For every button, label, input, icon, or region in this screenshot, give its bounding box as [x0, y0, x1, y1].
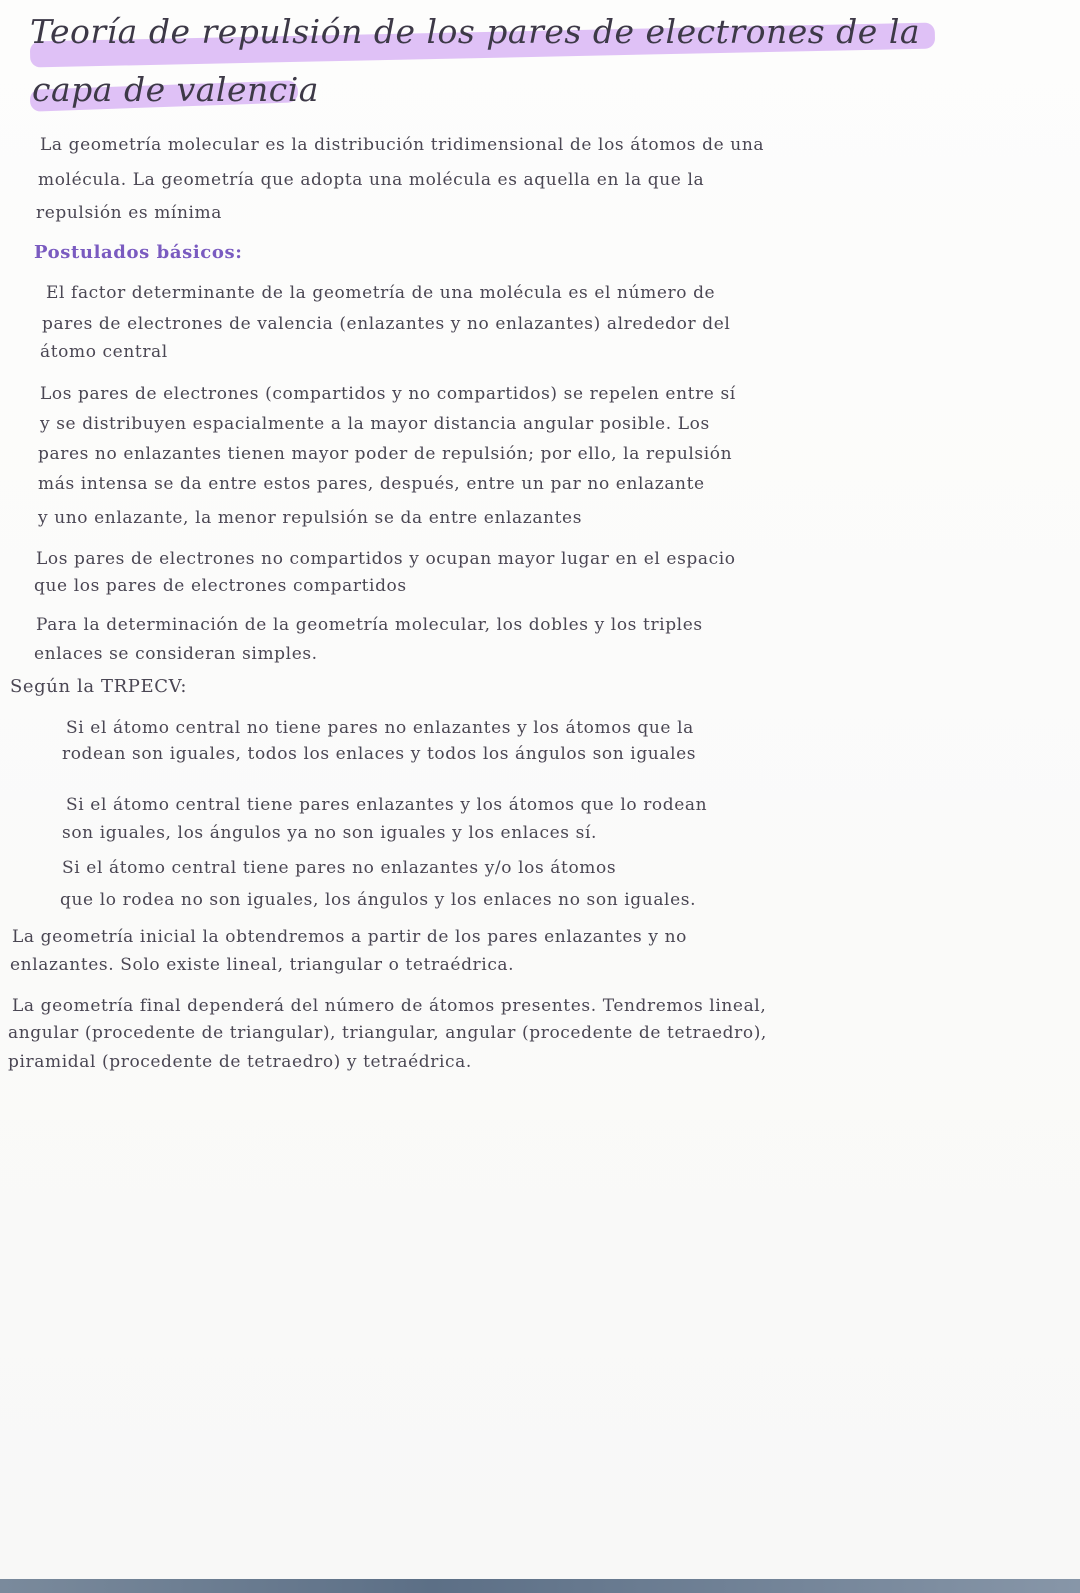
- postulado-1-line: El factor determinante de la geometría de una molécula es el número de: [46, 283, 716, 303]
- trpecv-case-3-line: que lo rodea no son iguales, los ángulos y los enlaces no son iguales.: [60, 890, 697, 910]
- trpecv-case-1-line: Si el átomo central no tiene pares no enlazantes y los átomos que la: [66, 718, 694, 738]
- intro-line: La geometría molecular es la distribución tridimensional de los átomos de una: [40, 135, 765, 155]
- trpecv-case-1-line: rodean son iguales, todos los enlaces y todos los ángulos son iguales: [62, 744, 697, 764]
- postulado-2-line: Los pares de electrones (compartidos y no compartidos) se repelen entre sí: [40, 384, 736, 404]
- section-heading-postulados: Postulados básicos:: [34, 242, 243, 263]
- trpecv-case-2-line: son iguales, los ángulos ya no son iguales y los enlaces sí.: [62, 823, 597, 843]
- postulado-3-line: Los pares de electrones no compartidos y ocupan mayor lugar en el espacio: [36, 549, 736, 569]
- postulado-1-line: átomo central: [40, 342, 168, 362]
- trpecv-case-2-line: Si el átomo central tiene pares enlazantes y los átomos que lo rodean: [66, 795, 708, 815]
- postulado-4-line: Para la determinación de la geometría molecular, los dobles y los triples: [36, 615, 703, 635]
- postulado-2-line: y uno enlazante, la menor repulsión se da entre enlazantes: [38, 508, 583, 528]
- postulado-3-line: que los pares de electrones compartidos: [34, 576, 407, 596]
- intro-line: repulsión es mínima: [36, 203, 222, 223]
- geometria-inicial-line: La geometría inicial la obtendremos a partir de los pares enlazantes y no: [12, 927, 687, 947]
- postulado-2-line: pares no enlazantes tienen mayor poder de repulsión; por ello, la repulsión: [38, 444, 733, 464]
- background-edge: [0, 1579, 1080, 1593]
- page-title: Teoría de repulsión de los pares de electrones de la: [30, 12, 921, 51]
- geometria-final-line: piramidal (procedente de tetraedro) y tetraédrica.: [8, 1052, 472, 1072]
- page-title-cont: capa de valencia: [32, 70, 319, 109]
- postulado-1-line: pares de electrones de valencia (enlazantes y no enlazantes) alrededor del: [42, 314, 731, 334]
- postulado-4-line: enlaces se consideran simples.: [34, 644, 318, 664]
- intro-line: molécula. La geometría que adopta una molécula es aquella en la que la: [38, 170, 705, 190]
- geometria-final-line: angular (procedente de triangular), triangular, angular (procedente de tetraedro),: [8, 1023, 767, 1043]
- geometria-final-line: La geometría final dependerá del número de átomos presentes. Tendremos lineal,: [12, 996, 767, 1016]
- trpecv-case-3-line: Si el átomo central tiene pares no enlazantes y/o los átomos: [62, 858, 617, 878]
- postulado-2-line: más intensa se da entre estos pares, después, entre un par no enlazante: [38, 474, 705, 494]
- section-heading-trpecv: Según la TRPECV:: [10, 676, 188, 697]
- geometria-inicial-line: enlazantes. Solo existe lineal, triangular o tetraédrica.: [10, 955, 515, 975]
- postulado-2-line: y se distribuyen espacialmente a la mayor distancia angular posible. Los: [40, 414, 710, 434]
